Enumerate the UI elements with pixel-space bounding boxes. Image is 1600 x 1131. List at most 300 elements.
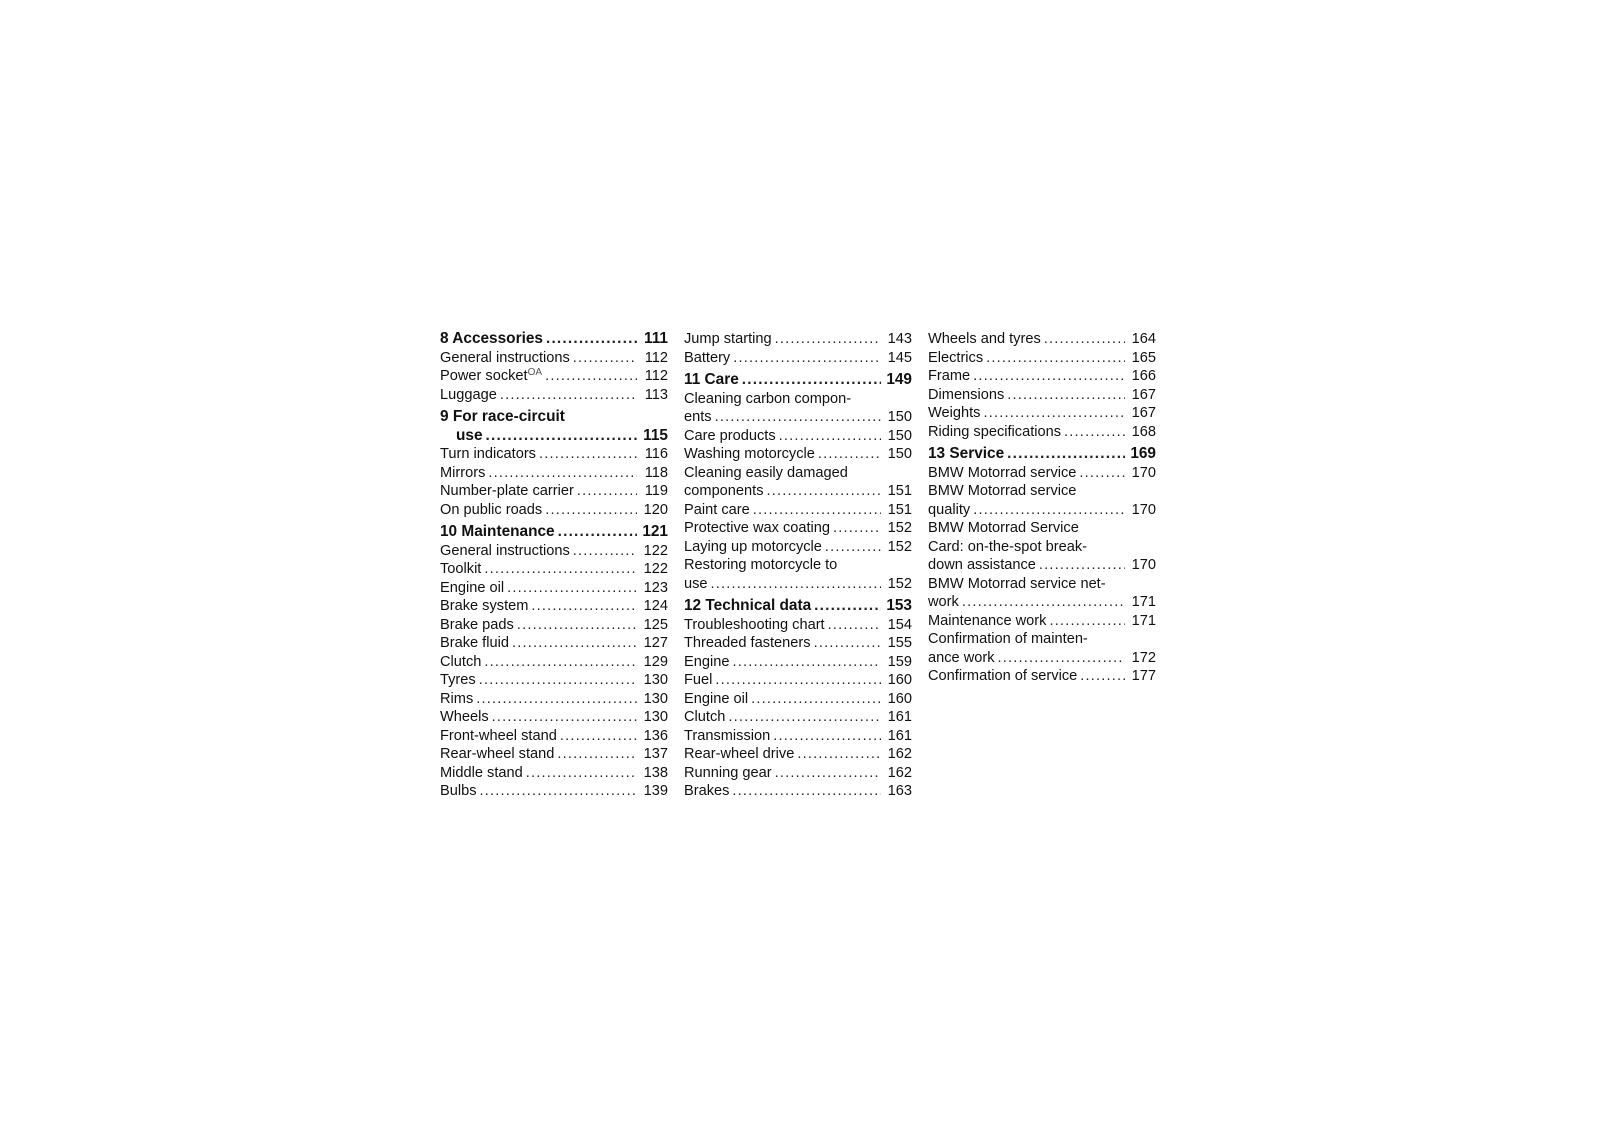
- dot-leader: [733, 349, 881, 368]
- toc-entry[interactable]: [440, 501, 668, 520]
- dot-leader: [488, 464, 637, 483]
- dot-leader: [833, 519, 881, 538]
- toc-entry[interactable]: [928, 464, 1156, 483]
- toc-entry-line: Cleaning carbon compon-: [684, 390, 852, 407]
- toc-page-number: 154: [887, 616, 912, 633]
- toc-chapter-heading[interactable]: [684, 371, 912, 390]
- toc-entry-title: [440, 653, 481, 672]
- toc-page-number: 151: [887, 483, 912, 499]
- toc-entry[interactable]: [928, 330, 1156, 349]
- toc-entry-title-text: Mirrors: [440, 464, 486, 481]
- toc-entry-title-text: Engine oil: [684, 690, 749, 707]
- toc-entry[interactable]: [440, 616, 668, 635]
- toc-page-number: 118: [644, 464, 668, 481]
- toc-page-number: 116: [644, 446, 668, 462]
- toc-entry[interactable]: [440, 560, 668, 579]
- toc-entry[interactable]: [684, 653, 912, 672]
- dot-leader: [715, 671, 881, 690]
- toc-entry-title-text: Front-wheel stand: [440, 727, 557, 744]
- dot-leader: [973, 501, 1125, 520]
- toc-entry-title: [684, 330, 772, 349]
- dot-leader: [546, 330, 637, 349]
- toc-page-number: 162: [887, 746, 912, 762]
- toc-entry[interactable]: [440, 727, 668, 746]
- toc-entry-title-text: ance work: [928, 649, 995, 666]
- toc-entry-title: [440, 330, 543, 349]
- toc-entry[interactable]: [684, 445, 912, 464]
- toc-entry-title-text: Number-plate carrier: [440, 483, 574, 499]
- dot-leader: [480, 782, 637, 801]
- toc-entry[interactable]: [928, 593, 1156, 612]
- toc-page-number: 112: [644, 349, 668, 366]
- dot-leader: [1080, 667, 1125, 686]
- toc-page-number: 159: [887, 653, 912, 670]
- toc-page-number: 122: [643, 561, 668, 577]
- dot-leader: [557, 745, 637, 764]
- toc-entry-title-text: use: [456, 426, 483, 444]
- dot-leader: [573, 349, 637, 368]
- toc-entry[interactable]: [928, 501, 1156, 520]
- toc-page-number: 150: [887, 427, 912, 444]
- toc-entry-title: [440, 427, 483, 446]
- toc-entry-title: [440, 616, 514, 635]
- dot-leader: [484, 560, 637, 579]
- toc-entry[interactable]: [684, 708, 912, 727]
- toc-page-number: 130: [643, 709, 668, 725]
- dot-leader: [775, 764, 881, 783]
- dot-leader: [1007, 386, 1125, 405]
- toc-entry[interactable]: [928, 404, 1156, 423]
- toc-entry[interactable]: [440, 690, 668, 709]
- toc-page-number: 164: [1131, 331, 1156, 347]
- dot-leader: [476, 690, 637, 709]
- toc-entry[interactable]: [684, 616, 912, 635]
- toc-entry-line: BMW Motorrad service: [928, 483, 1077, 499]
- toc-entry[interactable]: [684, 690, 912, 709]
- dot-leader: [779, 427, 881, 446]
- toc-entry[interactable]: [440, 634, 668, 653]
- toc-entry-title-text: Rear-wheel drive: [684, 746, 795, 762]
- toc-entry-title-text: Brakes: [684, 783, 730, 799]
- toc-entry-title-text: Jump starting: [684, 331, 772, 347]
- toc-entry-title: [440, 597, 528, 616]
- toc-entry[interactable]: [440, 653, 668, 672]
- toc-entry-title-text: 12 Technical data: [684, 597, 812, 614]
- toc-entry-title-text: Clutch: [684, 709, 726, 725]
- toc-entry[interactable]: [440, 349, 668, 368]
- toc-entry-title: [928, 649, 995, 668]
- dot-leader: [825, 538, 881, 557]
- toc-page-number: 130: [643, 672, 668, 688]
- toc-entry-line: Confirmation of mainten-: [928, 631, 1088, 647]
- toc-entry-title: [928, 349, 983, 368]
- toc-page-number: 130: [643, 690, 668, 707]
- dot-leader: [742, 371, 881, 390]
- toc-entry-title: [928, 667, 1077, 686]
- toc-entry-title: [440, 727, 557, 746]
- toc-column: [440, 330, 668, 801]
- toc-page-number: 145: [887, 349, 912, 366]
- toc-entry-title: [684, 538, 822, 557]
- dot-leader: [814, 597, 881, 616]
- toc-entry[interactable]: [928, 367, 1156, 386]
- optional-accessory-marker: OA: [527, 367, 543, 378]
- toc-entry-title-text: Rims: [440, 690, 474, 707]
- dot-leader: [753, 501, 881, 520]
- toc-entry-title-text: Protective wax coating: [684, 520, 831, 536]
- toc-entry[interactable]: [440, 708, 668, 727]
- toc-entry-title: [440, 464, 485, 483]
- toc-entry[interactable]: [440, 464, 668, 483]
- toc-entry-title: [928, 593, 959, 612]
- dot-leader: [512, 634, 637, 653]
- dot-leader: [998, 649, 1125, 668]
- toc-entry-title-text: Luggage: [440, 386, 497, 403]
- toc-entry-title-text: Engine: [684, 653, 730, 670]
- toc-entry-title-text: General instructions: [440, 349, 570, 366]
- dot-leader: [573, 542, 637, 561]
- toc-entry-title-text: Care products: [684, 427, 776, 444]
- toc-page-number: 151: [887, 501, 912, 518]
- toc-chapter-heading[interactable]: [440, 427, 668, 446]
- dot-leader: [986, 349, 1125, 368]
- toc-entry-title-text: Brake fluid: [440, 635, 509, 651]
- toc-entry-title: [440, 445, 536, 464]
- toc-entry-title-text: Troubleshooting chart: [684, 616, 825, 633]
- toc-entry[interactable]: [684, 538, 912, 557]
- toc-entry[interactable]: [684, 482, 912, 501]
- dot-leader: [973, 367, 1125, 386]
- toc-page-number: 111: [644, 330, 668, 347]
- toc-page-number: 172: [1131, 649, 1156, 666]
- toc-entry-title: [684, 445, 815, 464]
- toc-entry-title: [684, 501, 750, 520]
- toc-page-number: 137: [643, 746, 668, 762]
- toc-page-number: 169: [1130, 445, 1156, 462]
- toc-entry[interactable]: [684, 764, 912, 783]
- toc-entry[interactable]: [928, 423, 1156, 442]
- toc-entry[interactable]: [440, 445, 668, 464]
- toc-entry-title-text: ents: [684, 409, 712, 425]
- toc-entry[interactable]: [440, 386, 668, 405]
- toc-page-number: 167: [1131, 405, 1156, 421]
- toc-entry-title: [684, 349, 730, 368]
- toc-entry-title: [684, 634, 811, 653]
- toc-entry-title-text: use: [684, 575, 708, 592]
- toc-entry-title: [928, 612, 1046, 631]
- toc-entry[interactable]: [440, 579, 668, 598]
- toc-entry-title-text: quality: [928, 501, 971, 518]
- toc-entry-title: [684, 616, 825, 635]
- toc-entry-title: [684, 575, 708, 594]
- toc-page-number: 170: [1131, 557, 1156, 573]
- toc-page-number: 120: [643, 501, 668, 518]
- toc-entry[interactable]: [684, 575, 912, 594]
- dot-leader: [1079, 464, 1125, 483]
- toc-entry-title: [684, 690, 748, 709]
- toc-entry-title: [440, 501, 542, 520]
- dot-leader: [711, 575, 881, 594]
- toc-page-number: 150: [887, 446, 912, 462]
- toc-page-number: 143: [887, 331, 912, 347]
- dot-leader: [775, 330, 881, 349]
- toc-entry-title-text: General instructions: [440, 542, 570, 559]
- toc-entry-title: [928, 445, 1004, 464]
- toc-page-number: 160: [887, 690, 912, 707]
- toc-entry-title: [440, 579, 504, 598]
- toc-page-number: 171: [1131, 612, 1156, 629]
- toc-entry-title: [440, 523, 555, 542]
- toc-entry[interactable]: [684, 519, 912, 538]
- toc-entry-title: [684, 671, 712, 690]
- toc-entry-title: [684, 653, 729, 672]
- toc-entry-title: [684, 519, 830, 538]
- toc-entry-title: [928, 404, 980, 423]
- dot-leader: [1049, 612, 1125, 631]
- toc-entry-title: [440, 634, 509, 653]
- toc-entry-title-text: Laying up motorcycle: [684, 538, 822, 555]
- toc-entry[interactable]: [928, 649, 1156, 668]
- dot-leader: [962, 593, 1125, 612]
- dot-leader: [751, 690, 881, 709]
- dot-leader: [983, 404, 1125, 423]
- toc-entry-title: [928, 556, 1036, 575]
- toc-entry[interactable]: [684, 501, 912, 520]
- dot-leader: [558, 523, 637, 542]
- dot-leader: [732, 782, 881, 801]
- toc-entry[interactable]: [684, 427, 912, 446]
- toc-entry-title-text: Power socket: [440, 368, 528, 384]
- dot-leader: [814, 634, 881, 653]
- toc-page-number: 150: [887, 409, 912, 425]
- dot-leader: [526, 764, 637, 783]
- toc-entry[interactable]: [928, 612, 1156, 631]
- toc-entry-title-text: Weights: [928, 405, 981, 421]
- toc-page-number: 177: [1131, 668, 1156, 684]
- toc-entry-line: 9 For race-circuit: [440, 408, 565, 425]
- dot-leader: [507, 579, 637, 598]
- toc-page-number: 163: [887, 783, 912, 799]
- toc-entry-title-text: Dimensions: [928, 386, 1005, 403]
- dot-leader: [715, 408, 881, 427]
- toc-entry-title-text: Maintenance work: [928, 612, 1047, 629]
- toc-entry-title: [928, 386, 1004, 405]
- toc-page-number: 162: [887, 764, 912, 781]
- dot-leader: [517, 616, 637, 635]
- toc-entry-title: [684, 708, 725, 727]
- toc-entry-title-text: Clutch: [440, 653, 482, 670]
- toc-page-number: 123: [643, 579, 668, 596]
- dot-leader: [545, 501, 637, 520]
- toc-entry-title-text: Brake system: [440, 598, 529, 614]
- dot-leader: [797, 745, 881, 764]
- toc-entry-title: [440, 690, 473, 709]
- toc-entry[interactable]: [684, 671, 912, 690]
- toc-page-number: 152: [887, 575, 912, 592]
- toc-page-number: 160: [887, 672, 912, 688]
- toc-page-number: 155: [887, 635, 912, 651]
- toc-page-number: 122: [643, 542, 668, 559]
- table-of-contents: [440, 330, 1156, 801]
- toc-page-number: 161: [887, 709, 912, 725]
- toc-entry-line: Restoring motorcycle to: [684, 557, 838, 573]
- dot-leader: [1039, 556, 1125, 575]
- toc-page-number: 129: [643, 653, 668, 670]
- toc-entry[interactable]: [928, 667, 1156, 686]
- toc-entry-title: [928, 367, 970, 386]
- toc-entry-title: [684, 482, 764, 501]
- toc-entry-title: [440, 764, 523, 783]
- toc-entry-title-text: Frame: [928, 368, 971, 384]
- toc-entry-title-text: Engine oil: [440, 579, 505, 596]
- toc-page-number: 112: [644, 368, 668, 384]
- toc-entry-title: [440, 708, 489, 727]
- toc-entry-title-text: BMW Motorrad service: [928, 464, 1077, 481]
- dot-leader: [484, 653, 637, 672]
- toc-entry[interactable]: [440, 597, 668, 616]
- dot-leader: [500, 386, 637, 405]
- toc-page-number: 124: [643, 598, 668, 614]
- toc-entry-title-text: components: [684, 483, 764, 499]
- toc-page-number: 168: [1131, 423, 1156, 440]
- toc-entry-title: [684, 764, 772, 783]
- toc-entry-title-text: Washing motorcycle: [684, 446, 815, 462]
- toc-entry-title: [440, 386, 497, 405]
- toc-entry[interactable]: [440, 764, 668, 783]
- toc-entry-title-text: 13 Service: [928, 445, 1005, 462]
- dot-leader: [539, 445, 637, 464]
- toc-entry-title-text: work: [928, 594, 959, 610]
- toc-entry-title-text: Transmission: [684, 727, 771, 744]
- toc-entry-title-text: Wheels: [440, 709, 489, 725]
- toc-chapter-heading[interactable]: [440, 523, 668, 542]
- toc-entry-title-text: 10 Maintenance: [440, 523, 555, 540]
- toc-page-number: 152: [887, 538, 912, 555]
- toc-entry-title-text: 8 Accessories: [440, 330, 543, 347]
- dot-leader: [728, 708, 881, 727]
- toc-page-number: 127: [643, 635, 668, 651]
- toc-entry-title: [440, 671, 476, 690]
- dot-leader: [577, 482, 637, 501]
- dot-leader: [486, 427, 637, 446]
- toc-entry-title-text: down assistance: [928, 557, 1036, 573]
- toc-entry[interactable]: [440, 367, 668, 386]
- toc-entry-title-text: Confirmation of service: [928, 668, 1078, 684]
- dot-leader: [560, 727, 637, 746]
- toc-page-number: 149: [886, 371, 912, 388]
- dot-leader: [767, 482, 881, 501]
- toc-entry-title-text: Turn indicators: [440, 446, 536, 462]
- toc-entry-title: [440, 482, 574, 501]
- dot-leader: [1044, 330, 1125, 349]
- toc-page-number: 171: [1131, 594, 1156, 610]
- toc-chapter-heading[interactable]: [684, 597, 912, 616]
- toc-entry-line: Card: on-the-spot break-: [928, 538, 1087, 555]
- toc-entry[interactable]: [684, 727, 912, 746]
- toc-entry-title: [440, 560, 481, 579]
- toc-page-number: 170: [1131, 501, 1156, 518]
- toc-page-number: 167: [1131, 386, 1156, 403]
- toc-entry-title-text: 11 Care: [684, 371, 739, 388]
- toc-page-number: 125: [643, 616, 668, 633]
- toc-entry-title-text: Electrics: [928, 349, 984, 366]
- toc-entry-title-text: Riding specifications: [928, 423, 1062, 440]
- toc-entry-title: [684, 597, 811, 616]
- toc-page-number: 170: [1131, 464, 1156, 481]
- toc-entry-title: [684, 782, 729, 801]
- toc-entry-title: [684, 408, 712, 427]
- toc-page-number: 113: [644, 386, 668, 403]
- toc-entry-title-text: Tyres: [440, 672, 476, 688]
- toc-entry[interactable]: [928, 556, 1156, 575]
- dot-leader: [1007, 445, 1125, 464]
- toc-entry-title-text: Rear-wheel stand: [440, 746, 555, 762]
- toc-entry[interactable]: [684, 745, 912, 764]
- toc-entry[interactable]: [440, 782, 668, 801]
- toc-entry-title: [928, 501, 970, 520]
- toc-entry-title: [684, 371, 739, 390]
- toc-entry[interactable]: [440, 745, 668, 764]
- dot-leader: [545, 367, 637, 386]
- toc-page-number: 139: [643, 783, 668, 799]
- toc-entry[interactable]: [684, 408, 912, 427]
- toc-entry-title-text: Running gear: [684, 764, 772, 781]
- toc-column: [684, 330, 912, 801]
- toc-entry-line: BMW Motorrad Service: [928, 520, 1079, 536]
- toc-entry[interactable]: [684, 330, 912, 349]
- toc-entry-title-text: Toolkit: [440, 561, 482, 577]
- toc-chapter-heading[interactable]: [440, 330, 668, 349]
- toc-entry[interactable]: [928, 349, 1156, 368]
- toc-entry[interactable]: [440, 482, 668, 501]
- toc-chapter-heading[interactable]: [928, 445, 1156, 464]
- toc-entry[interactable]: [684, 349, 912, 368]
- toc-page-number: 121: [642, 523, 668, 540]
- toc-entry[interactable]: [684, 782, 912, 801]
- toc-entry-title-text: Wheels and tyres: [928, 331, 1041, 347]
- toc-entry-title: [684, 427, 776, 446]
- toc-page-number: 153: [886, 597, 912, 614]
- toc-page-number: 119: [644, 483, 668, 499]
- toc-entry-title: [684, 727, 770, 746]
- dot-leader: [773, 727, 881, 746]
- toc-entry-line: Cleaning easily damaged: [684, 464, 848, 481]
- toc-page-number: 136: [643, 727, 668, 744]
- toc-entry-title-text: Battery: [684, 349, 731, 366]
- dot-leader: [732, 653, 881, 672]
- toc-entry-title: [684, 745, 794, 764]
- toc-entry-title: [440, 349, 570, 368]
- toc-entry-title: [440, 542, 570, 561]
- toc-entry[interactable]: [440, 542, 668, 561]
- toc-entry-title: [440, 367, 542, 386]
- toc-entry-title-text: Middle stand: [440, 764, 523, 781]
- toc-page-number: 165: [1131, 349, 1156, 366]
- toc-entry-title: [928, 464, 1076, 483]
- toc-page-number: 115: [643, 426, 668, 444]
- toc-entry[interactable]: [684, 634, 912, 653]
- toc-entry[interactable]: [928, 386, 1156, 405]
- dot-leader: [1064, 423, 1125, 442]
- dot-leader: [531, 597, 637, 616]
- toc-entry-title-text: Threaded fasteners: [684, 635, 811, 651]
- dot-leader: [492, 708, 637, 727]
- dot-leader: [479, 671, 637, 690]
- toc-page-number: 161: [887, 727, 912, 744]
- dot-leader: [828, 616, 881, 635]
- toc-entry[interactable]: [440, 671, 668, 690]
- toc-entry-line: BMW Motorrad service net-: [928, 575, 1106, 592]
